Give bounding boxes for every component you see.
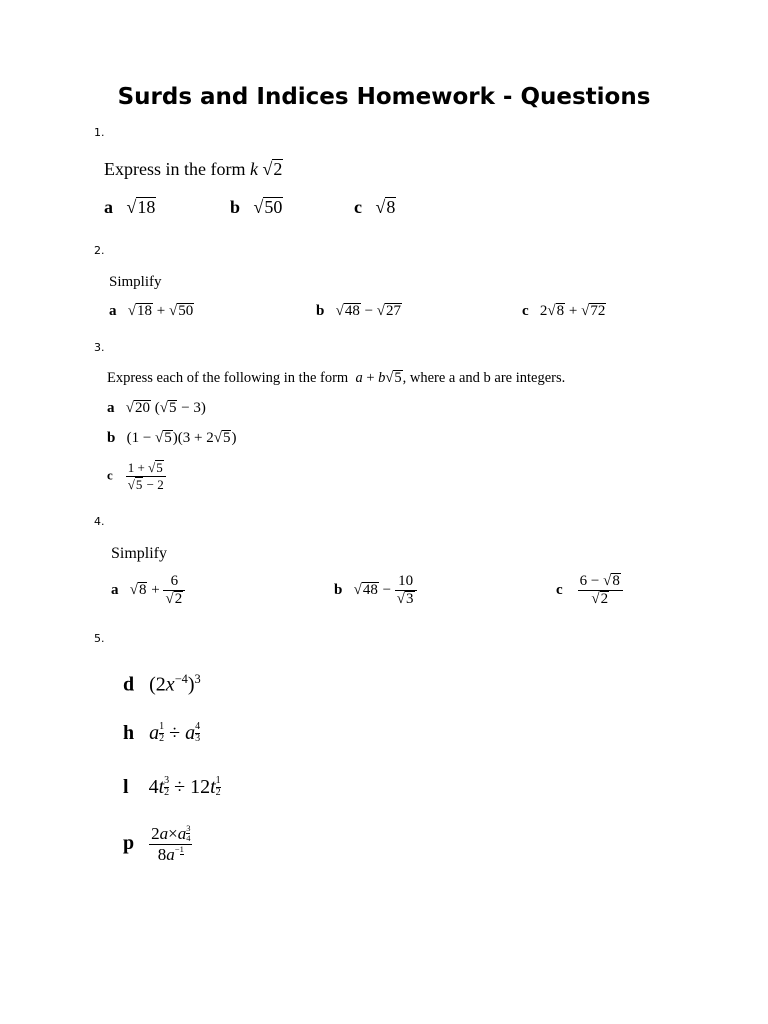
q3-part-c: c $\frac{1 + √5}{√5 - 2}$ — [107, 460, 164, 492]
page-title: Surds and Indices Homework - Questions — [117, 84, 651, 110]
question-number: 2. — [94, 244, 105, 257]
q4-part-c: c $\frac{6 - √8}{√2}$ — [556, 573, 623, 608]
q5-part-p: p 2a×a $\frac{3}{4}$ 8a−1 — [123, 823, 191, 864]
q4-part-a: a √8 + $\frac{6}{√2}$ — [111, 573, 185, 608]
q2-instruction: Simplify — [109, 274, 162, 290]
q5-part-l: l 4t $\frac{3}{2}$ ÷ 12t $\frac{1}{2}$ — [123, 775, 221, 798]
q2-part-b: b √48 − √27 — [316, 303, 402, 319]
q2-part-a: a √18 + √50 — [109, 303, 194, 319]
q2-part-c: c 2√8 + √72 — [522, 303, 606, 319]
q5-part-h: h a $\frac{1}{2}$ ÷ a $\frac{4}{3}$ — [123, 721, 201, 744]
q3-instruction: Express each of the following in the form a + b√5, where a and b are integers. — [107, 370, 566, 386]
q4-instruction: Simplify — [111, 545, 168, 562]
q1-part-c: c √8 — [354, 197, 396, 217]
question-number: 1. — [94, 126, 105, 139]
q1-part-b: b √50 — [230, 197, 283, 217]
q1-instruction: Express in the form k √2 — [104, 159, 283, 179]
question-number: 4. — [94, 515, 105, 528]
question-number: 3. — [94, 341, 105, 354]
q1-part-a: a √18 — [104, 197, 156, 217]
q3-part-a: a √20 (√5 − 3) — [107, 400, 206, 416]
q5-part-d: d $(2x^{-4})^3$ — [123, 672, 201, 696]
q3-part-b: b (1 − √5)(3 + 2√5) — [107, 430, 237, 446]
q4-part-b: b √48 − $\frac{10}{√3}$ — [334, 573, 417, 608]
question-number: 5. — [94, 632, 105, 645]
